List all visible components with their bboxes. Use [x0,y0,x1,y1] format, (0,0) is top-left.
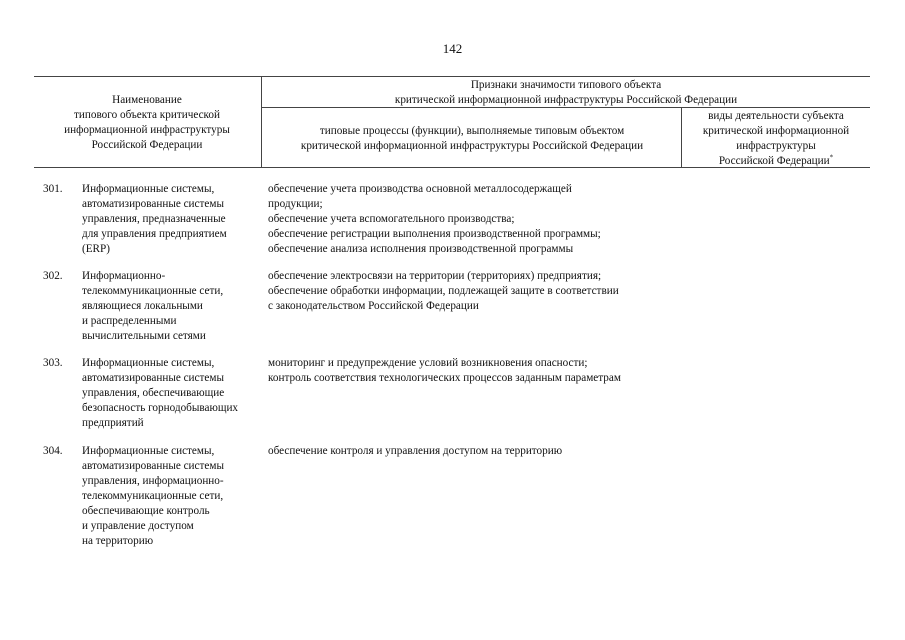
text-line: и распределенными [82,315,177,327]
text-line: Информационно- [82,270,166,282]
text-line: предприятий [82,417,144,429]
row-processes [268,182,688,257]
text-line: продукции; [268,198,323,210]
header-col-group [262,78,870,108]
row-object-name [82,182,262,257]
header-col-processes [262,124,682,154]
text-line: управления, обеспечивающие [82,387,225,399]
header-text-fragment: Российской Федерации [718,155,830,167]
table-top-rule [34,76,870,77]
text-line: для управления предприятием [82,228,227,240]
text-line: управления, предназначенные [82,213,226,225]
text-line: Информационные системы, [82,445,215,457]
text-line: Информационные системы, [82,357,215,369]
text-line: контроль соответствия технологических процессов заданным параметрам [268,372,621,384]
header-text-line: инфраструктуры [736,140,816,152]
header-col-name [34,93,260,153]
footnote-mark: * [829,153,834,162]
header-col-activities [682,109,870,169]
header-text-line: критической информационной [702,125,850,137]
header-text-line: типового объекта критической [74,109,220,121]
text-line: безопасность горнодобывающих [82,402,239,414]
text-line: вычислительными сетями [82,330,206,342]
text-line: обеспечение электросвязи на территории (территориях) предприятия; [268,270,602,282]
header-text-line: виды деятельности субъекта [708,110,844,122]
text-line: мониторинг и предупреждение условий возникновения опасности; [268,357,588,369]
row-processes [268,444,688,459]
header-text-line: типовые процессы (функции), выполняемые типовым объектом [319,125,625,137]
row-processes [268,356,688,386]
text-line: с законодательством Российской Федерации [268,300,479,312]
text-line: обеспечение учета вспомогательного производства; [268,213,515,225]
row-number: 302. [43,270,63,282]
header-text-line [682,154,870,169]
row-number: 303. [43,357,63,369]
header-text-line: Российской Федерации [91,139,203,151]
text-line: обеспечение анализа исполнения производственной программы [268,243,574,255]
text-line: управления, информационно- [82,475,224,487]
row-object-name [82,356,262,431]
text-line: на территорию [82,535,154,547]
text-line: автоматизированные системы [82,460,224,472]
row-processes [268,269,688,314]
text-line: автоматизированные системы [82,372,224,384]
text-line: обеспечение учета производства основной металлосодержащей [268,183,572,195]
text-line: являющиеся локальными [82,300,203,312]
header-text-line: информационной инфраструктуры [64,124,230,136]
text-line: (ERP) [82,243,110,255]
row-object-name [82,269,262,344]
header-text-line: Признаки значимости типового объекта [470,79,662,91]
text-line: обеспечивающие контроль [82,505,210,517]
text-line: автоматизированные системы [82,198,224,210]
row-number: 304. [43,445,63,457]
header-text-line: критической информационной инфраструктуры Российской Федерации [300,140,644,152]
text-line: телекоммуникационные сети, [82,285,224,297]
text-line: Информационные системы, [82,183,215,195]
text-line: и управление доступом [82,520,194,532]
row-number: 301. [43,183,63,195]
header-text-line: Наименование [112,94,182,106]
text-line: обеспечение регистрации выполнения производственной программы; [268,228,601,240]
text-line: обеспечение обработки информации, подлежащей защите в соответствии [268,285,619,297]
text-line: телекоммуникационные сети, [82,490,224,502]
page-number: 142 [442,41,463,56]
row-object-name [82,444,262,549]
text-line: обеспечение контроля и управления доступом на территорию [268,445,563,457]
header-text-line: критической информационной инфраструктуры Российской Федерации [394,94,738,106]
